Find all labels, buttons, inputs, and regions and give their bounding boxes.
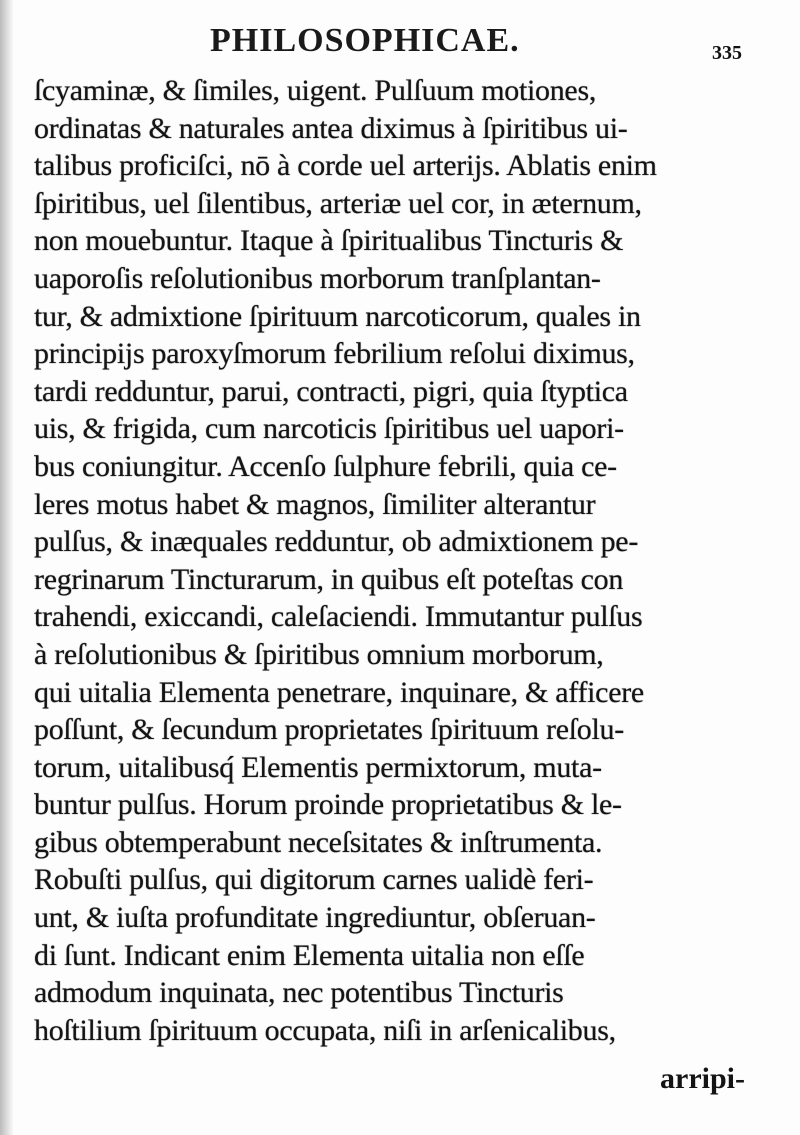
text-line: buntur pulſus. Horum proinde proprietatibus & le- (34, 788, 622, 822)
body-text (34, 72, 774, 1049)
text-line: uis, & frigida, cum narcoticis ſpiritibus uel uapori- (34, 412, 624, 446)
text-line: poſſunt, & ſecundum proprietates ſpirituum reſolu- (34, 713, 624, 747)
text-line: ſcyaminæ, & ſimiles, uigent. Pulſuum motiones, (34, 74, 597, 107)
text-line: trahendi, exiccandi, caleſaciendi. Immutantur pulſus (34, 600, 643, 634)
text-line: pulſus, & inæquales redduntur, ob admixtionem pe- (34, 525, 639, 559)
text-line: principijs paroxyſmorum febrilium reſolui diximus, (34, 337, 635, 371)
text-line: talibus proficiſci, nō à corde uel arterijs. Ablatis enim (34, 149, 657, 183)
page-header (0, 22, 800, 66)
text-line: unt, & iuſta profunditate ingrediuntur, obſeruan- (34, 901, 596, 935)
text-line: ordinatas & naturales antea diximus à ſpiritibus ui- (34, 111, 628, 145)
text-line: non mouebuntur. Itaque à ſpiritualibus Tincturis & (34, 224, 624, 258)
catchword: arripi- (660, 1062, 745, 1095)
text-line: leres motus habet & magnos, ſimiliter alterantur (34, 487, 596, 521)
page-number: 335 (712, 42, 742, 64)
text-line: tur, & admixtione ſpirituum narcoticorum, quales in (34, 299, 641, 333)
text-line: di ſunt. Indicant enim Elementa uitalia non eſſe (34, 938, 585, 972)
text-line: ſpiritibus, uel ſilentibus, arteriæ uel cor, in æternum, (34, 186, 642, 220)
text-line: gibus obtemperabunt neceſsitates & inſtrumenta. (34, 825, 603, 859)
text-line: Robuſti pulſus, qui digitorum carnes ualidè feri- (34, 863, 594, 897)
text-line: hoſtilium ſpirituum occupata, niſi in arſenicalibus, (34, 1013, 616, 1047)
page-gutter-shadow (0, 0, 14, 1135)
text-line: regrinarum Tincturarum, in quibus eſt poteſtas con (34, 562, 624, 596)
text-line: qui uitalia Elementa penetrare, inquinare, & afficere (34, 675, 644, 709)
text-line: uaporoſis reſolutionibus morborum tranſplantan- (34, 261, 601, 295)
text-line: torum, uitalibusq́ Elementis permixtorum, muta- (34, 750, 602, 784)
running-title: PHILOSOPHICAE. (210, 22, 520, 59)
text-line: bus coniungitur. Accenſo ſulphure febrili, quia ce- (34, 449, 617, 483)
text-line: tardi redduntur, parui, contracti, pigri, quia ſtyptica (34, 374, 628, 408)
text-line: admodum inquinata, nec potentibus Tincturis (34, 976, 564, 1010)
text-line: à reſolutionibus & ſpiritibus omnium morborum, (34, 637, 604, 671)
